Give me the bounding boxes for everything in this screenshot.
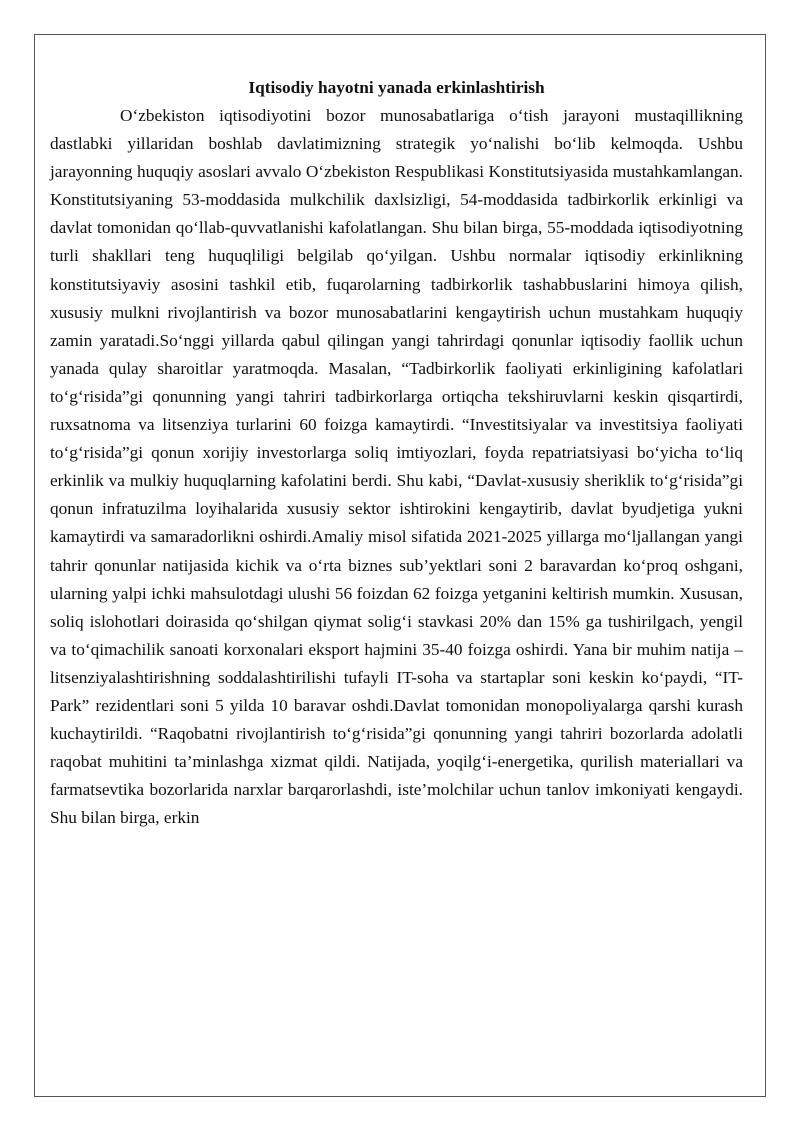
document-title: Iqtisodiy hayotni yanada erkinlashtirish bbox=[248, 78, 545, 97]
document-body-paragraph: O‘zbekiston iqtisodiyotini bozor munosabatlariga o‘tish jarayoni mustaqillikning dastlabki yillaridan boshlab davlatimizning strategik yo‘nalishi bo‘lib kelmoqda. Ushbu jarayonning huquqiy asoslari avvalo O‘zbekiston Respublikasi Konstitutsiyasida mustahkamlangan. Konstitutsiyaning 53-moddasida mulkchilik daxlsizligi, 54-moddasida tadbirkorlik erkinligi va davlat tomonidan qo‘llab-quvvatlanishi kafolatlangan. Shu bilan birga, 55-moddada iqtisodiyotning turli shakllari teng huquqliligi belgilab qo‘yilgan. Ushbu normalar iqtisodiy erkinlikning konstitutsiyaviy asosini tashkil etib, fuqarolarning tadbirkorlik tashabbuslarini himoya qilish, xususiy mulkni rivojlantirish va bozor munosabatlarini kengaytirish uchun mustahkam huquqiy zamin yaratadi.So‘nggi yillarda qabul qilingan yangi tahrirdagi qonunlar iqtisodiy faollik uchun yanada qulay sharoitlar yaratmoqda. Masalan, “Tadbirkorlik faoliyati erkinligining kafolatlari to‘g‘risida”gi qonunning yangi tahriri tadbirkorlarga ortiqcha tekshiruvlarni keskin qisqartirdi, ruxsatnoma va litsenziya turlarini 60 foizga kamaytirdi. “Investitsiyalar va investitsiya faoliyati to‘g‘risida”gi qonun xorijiy investorlarga soliq imtiyozlari, foyda repatriatsiyasi bo‘yicha to‘liq erkinlik va mulkiy huquqlarning kafolatini berdi. Shu kabi, “Davlat-xususiy sheriklik to‘g‘risida”gi qonun infratuzilma loyihalarida xususiy sektor ishtirokini kengaytirib, davlat byudjetiga yukni kamaytirdi va samaradorlikni oshirdi.Amaliy misol sifatida 2021-2025 yillarga mo‘ljallangan yangi tahrir qonunlar natijasida kichik va o‘rta biznes sub’yektlari soni 2 baravardan ko‘proq oshgani, ularning yalpi ichki mahsulotdagi ulushi 56 foizdan 62 foizga yetganini keltirish mumkin. Xususan, soliq islohotlari doirasida qo‘shilgan qiymat solig‘i stavkasi 20% dan 15% ga tushirilgach, yengil va to‘qimachilik sanoati korxonalari eksport hajmini 35-40 foizga oshirdi. Yana bir muhim natija – litsenziyalashtirishning soddalashtirilishi tufayli IT-soha va startaplar soni keskin ko‘paydi, “IT-Park” rezidentlari soni 5 yilda 10 baravar oshdi.Davlat tomonidan monopoliyalarga qarshi kurash kuchaytirildi. “Raqobatni rivojlantirish to‘g‘risida”gi qonunning yangi tahriri bozorlarda adolatli raqobat muhitini ta’minlashga xizmat qildi. Natijada, yoqilg‘i-energetika, qurilish materiallari va farmatsevtika bozorlarida narxlar barqarorlashdi, iste’molchilar uchun tanlov imkoniyati kengaydi. Shu bilan birga, erkin bbox=[50, 106, 743, 828]
document-content bbox=[50, 74, 743, 832]
